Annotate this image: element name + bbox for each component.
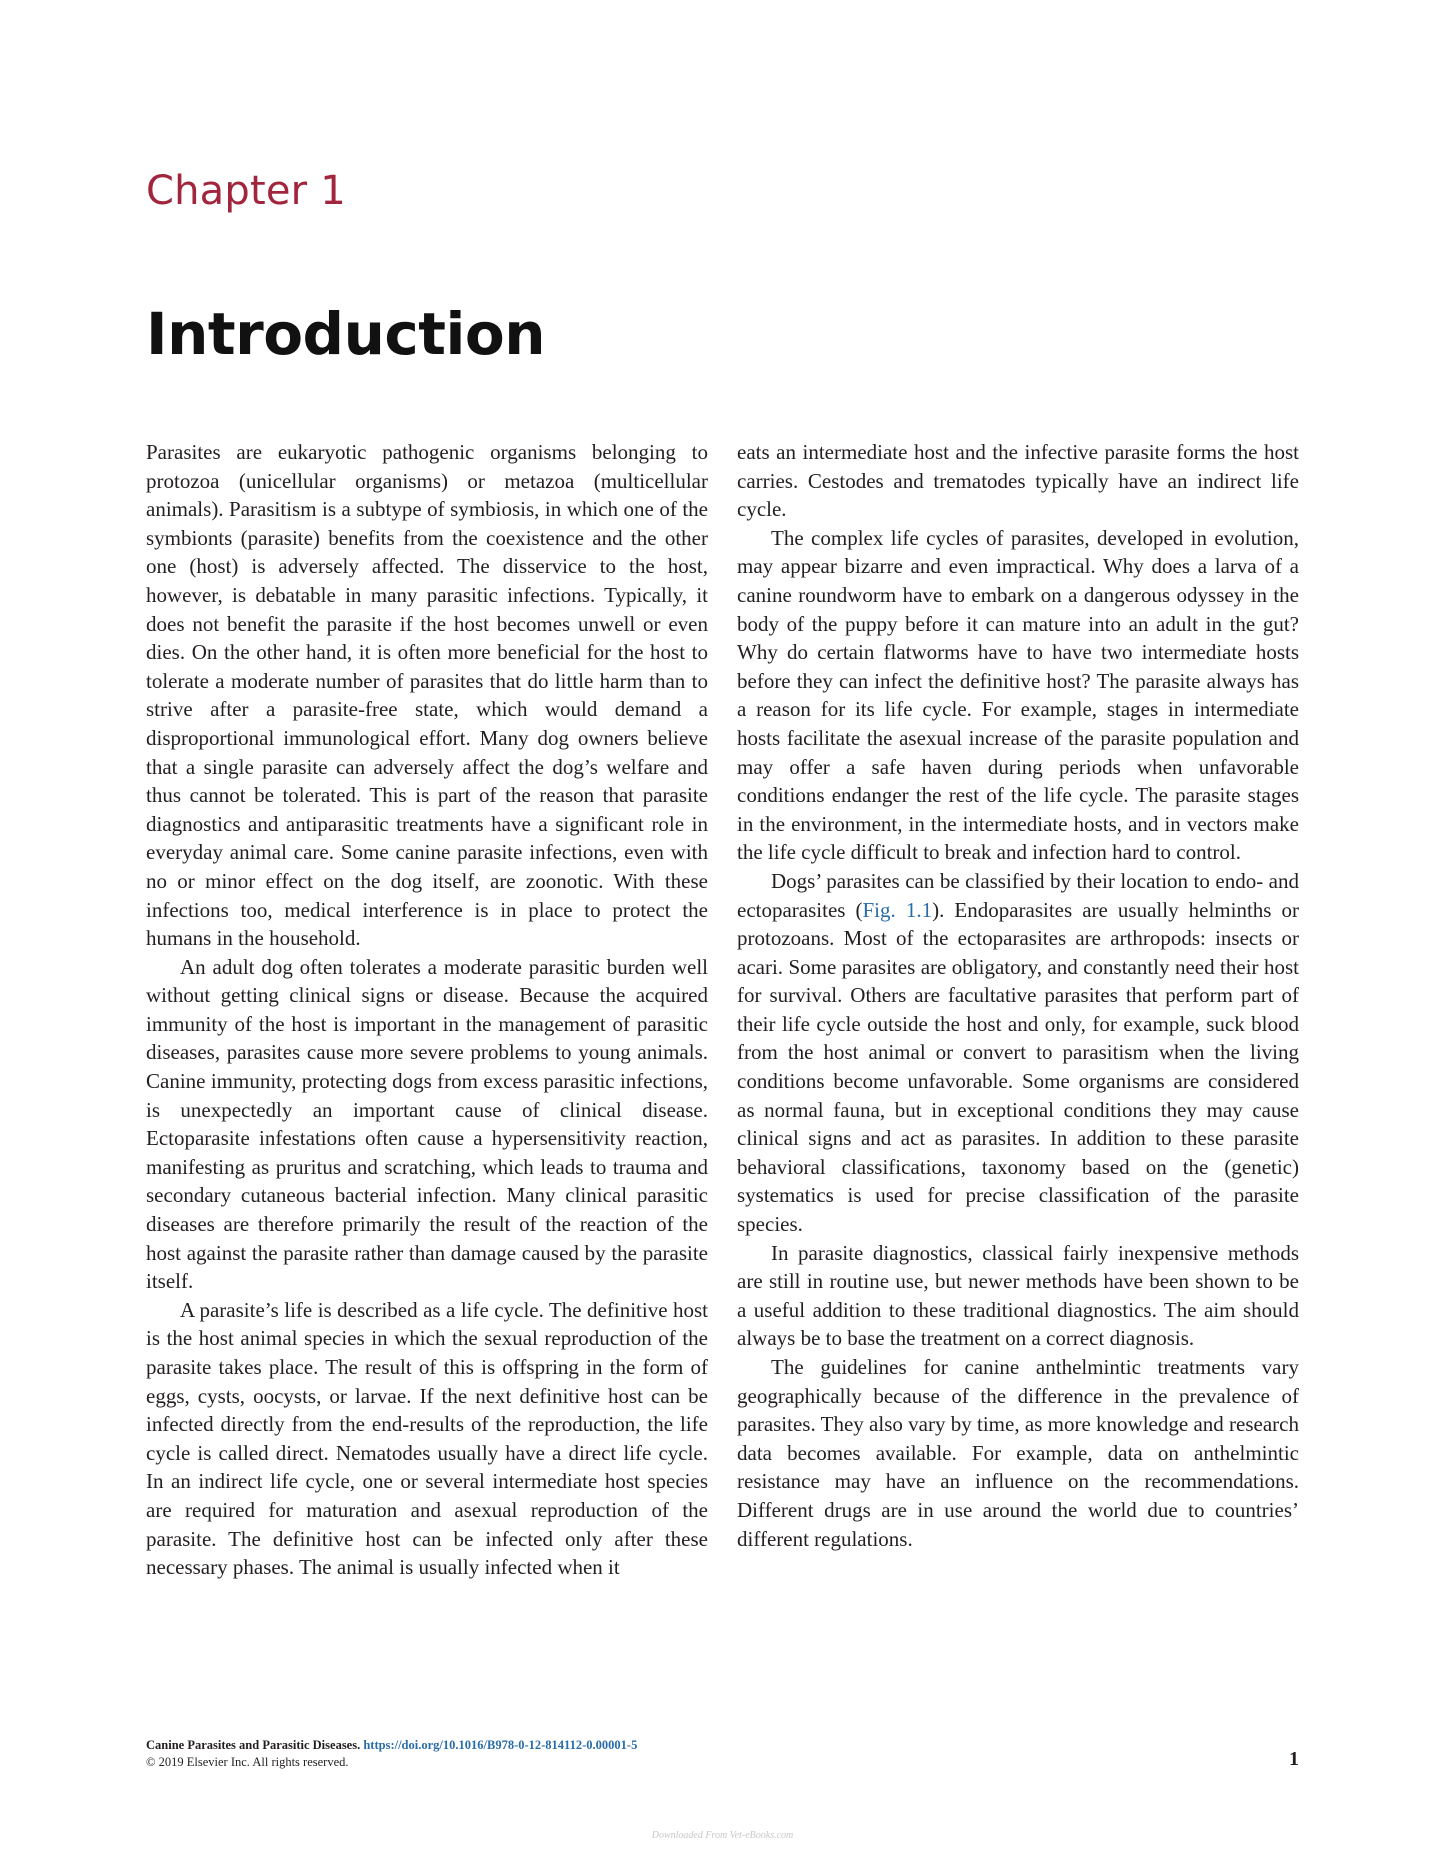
watermark: Downloaded From Vet-eBooks.com [651,1830,794,1841]
figure-reference-link[interactable]: Fig. 1.1 [862,897,933,922]
left-column [146,438,708,1582]
right-column [737,438,1299,1582]
paragraph [737,867,1299,1239]
paragraph: In parasite diagnostics, classical fairly inexpensive methods are still in routine use, but newer methods have been shown to be a useful addition to these traditional diagnostics. The aim should always be to base the treatment on a correct diagnosis. [737,1240,1299,1351]
body-columns [146,438,1299,1582]
paragraph: eats an intermediate host and the infective parasite forms the host carries. Cestodes and trematodes typically have an indirect life cycle. [737,440,1299,522]
chapter-label: Chapter 1 [146,168,346,214]
paragraph-text: ). Endoparasites are usually helminths or protozoans. Most of the ectoparasites are arthropods: insects or acari. Some parasites are obligatory, and constantly need their host for survival. Others are facultative parasites that perform part of their life cycle outside the host and only, for example, suck blood from the host animal or convert to parasitism when the living conditions become unfavorable. Some organisms are considered as normal fauna, but in exceptional conditions they may cause clinical signs and act as parasites. In addition to these parasite behavioral classifications, taxonomy based on the (genetic) systematics is used for precise classification of the parasite species. [737,897,1299,1237]
book-title: Canine Parasites and Parasitic Diseases. [146,1738,361,1752]
page-footer [146,1737,637,1771]
paragraph-text: Dogs’ parasites can be classified by their location to endo- and ectoparasites ( [737,868,1299,922]
paragraph: An adult dog often tolerates a moderate parasitic burden well without getting clinical signs or disease. Because the acquired immunity of the host is important in the management of parasitic diseases, parasites cause more severe problems to young animals. Canine immunity, protecting dogs from excess parasitic infections, is unexpectedly an important cause of clinical disease. Ectoparasite infestations often cause a hypersensitivity reaction, manifesting as pruritus and scratching, which leads to trauma and secondary cutaneous bacterial infection. Many clinical parasitic diseases are therefore primarily the result of the reaction of the host against the parasite rather than damage caused by the parasite itself. [146,954,708,1294]
page-number: 1 [1289,1748,1299,1770]
paragraph: The complex life cycles of parasites, developed in evolution, may appear bizarre and even impractical. Why does a larva of a canine roundworm have to embark on a dangerous odyssey in the body of the puppy before it can mature into an adult in the gut? Why do certain flatworms have to have two intermediate hosts before they can infect the definitive host? The parasite always has a reason for its life cycle. For example, stages in intermediate hosts facilitate the asexual increase of the parasite population and may offer a safe haven during periods when unfavorable conditions endanger the rest of the life cycle. The parasite stages in the environment, in the intermediate hosts, and in vectors make the life cycle difficult to break and infection hard to control. [737,525,1299,865]
doi-link[interactable]: https://doi.org/10.1016/B978-0-12-814112-0.00001-5 [363,1738,638,1752]
copyright: © 2019 Elsevier Inc. All rights reserved. [146,1755,349,1769]
paragraph: A parasite’s life is described as a life cycle. The definitive host is the host animal species in which the sexual reproduction of the parasite takes place. The result of this is offspring in the form of eggs, cysts, oocysts, or larvae. If the next definitive host can be infected directly from the end-results of the reproduction, the life cycle is called direct. Nematodes usually have a direct life cycle. In an indirect life cycle, one or several intermediate host species are required for maturation and asexual reproduction of the parasite. The definitive host can be infected only after these necessary phases. The animal is usually infected when it [146,1297,708,1580]
paragraph: Parasites are eukaryotic pathogenic organisms belonging to protozoa (unicellular organisms) or metazoa (multicellular animals). Parasitism is a subtype of symbiosis, in which one of the symbionts (parasite) benefits from the coexistence and the other one (host) is adversely affected. The disservice to the host, however, is debatable in many parasitic infections. Typically, it does not benefit the parasite if the host becomes unwell or even dies. On the other hand, it is often more beneficial for the host to tolerate a moderate number of parasites that do little harm than to strive after a parasite-free state, which would demand a disproportional immunological effort. Many dog owners believe that a single parasite can adversely affect the dog’s welfare and thus cannot be tolerated. This is part of the reason that parasite diagnostics and antiparasitic treatments have a significant role in everyday animal care. Some canine parasite infections, even with no or minor effect on the dog itself, are zoonotic. With these infections too, medical interference is in place to protect the humans in the household. [146,440,708,951]
paragraph: The guidelines for canine anthelmintic treatments vary geographically because of the difference in the prevalence of parasites. They also vary by time, as more knowledge and research data becomes available. For example, data on anthelmintic resistance may have an influence on the recommendations. Different drugs are in use around the world due to countries’ different regulations. [737,1355,1299,1551]
chapter-title: Introduction [146,300,545,368]
